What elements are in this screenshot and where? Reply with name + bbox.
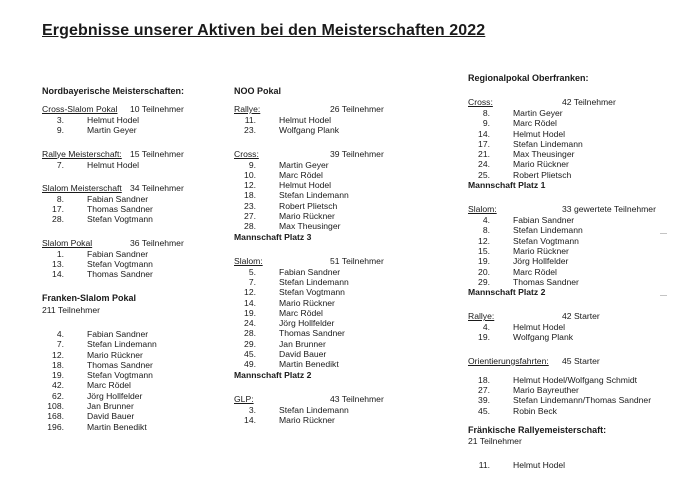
- result-position: 3.: [248, 404, 256, 415]
- noo-cross-results: [234, 160, 434, 232]
- result-row: [468, 267, 683, 277]
- result-name: Thomas Sandner: [279, 328, 345, 339]
- result-row: [42, 401, 232, 411]
- result-row: [468, 277, 683, 287]
- result-name: Martin Geyer: [87, 125, 137, 136]
- result-name: Mario Rückner: [279, 297, 335, 308]
- scan-mark: —: [660, 230, 667, 237]
- slalom-meister-count: 34 Teilnehmer: [130, 182, 184, 193]
- cross-slalom-label: Cross-Slalom Pokal: [42, 104, 118, 114]
- result-name: Mario Rückner: [279, 414, 335, 425]
- result-name: Martin Benedikt: [279, 359, 339, 370]
- result-position: 14.: [52, 269, 64, 280]
- reg-slalom-team: Mannschaft Platz 2: [468, 287, 546, 298]
- result-row: [234, 318, 434, 328]
- result-name: Thomas Sandner: [87, 269, 153, 280]
- result-position: 18.: [478, 374, 490, 385]
- franken-count: 211 Teilnehmer: [42, 305, 100, 315]
- result-row: [234, 125, 434, 135]
- result-name: Martin Geyer: [279, 159, 329, 170]
- result-position: 8.: [482, 108, 490, 118]
- result-name: David Bauer: [279, 349, 327, 360]
- result-name: Fabian Sandner: [87, 193, 149, 204]
- result-row: [468, 460, 683, 470]
- result-position: 24.: [244, 318, 256, 329]
- result-name: Stefan Lindemann: [513, 225, 583, 236]
- noo-cross-label: Cross:: [234, 148, 259, 159]
- result-position: 17.: [52, 204, 64, 215]
- reg-cross-count: 42 Teilnehmer: [562, 97, 616, 107]
- result-name: Jörg Hollfelder: [513, 256, 569, 267]
- result-name: Fabian Sandner: [279, 266, 341, 277]
- slalom-meister-label: Slalom Meisterschaft: [42, 182, 122, 193]
- result-name: Martin Benedikt: [87, 421, 147, 432]
- slalom-meister-results: [42, 194, 232, 225]
- result-name: Martin Geyer: [513, 108, 563, 118]
- result-name: Stefan Lindemann: [513, 138, 583, 149]
- result-row: [234, 201, 434, 211]
- noo-rallye-results: [234, 115, 434, 136]
- noo-glp-count: 43 Teilnehmer: [330, 393, 384, 404]
- reg-cross-team: Mannschaft Platz 1: [468, 180, 546, 191]
- result-position: 168.: [47, 411, 64, 422]
- result-row: [234, 339, 434, 349]
- result-row: [468, 215, 683, 225]
- result-row: [468, 118, 683, 128]
- franken-results: [42, 329, 232, 432]
- result-row: [42, 370, 232, 380]
- result-name: Jörg Hollfelder: [279, 318, 335, 329]
- result-name: David Bauer: [87, 411, 135, 422]
- reg-cross-label: Cross:: [468, 97, 493, 107]
- result-position: 12.: [478, 235, 490, 246]
- result-row: [234, 115, 434, 125]
- result-name: Marc Rödel: [279, 169, 323, 180]
- result-position: 7.: [56, 159, 64, 170]
- result-row: [234, 415, 434, 425]
- result-position: 8.: [482, 225, 490, 236]
- result-row: [42, 214, 232, 224]
- result-row: [468, 108, 683, 118]
- result-position: 62.: [52, 390, 64, 401]
- result-name: Stefan Lindemann: [279, 190, 349, 201]
- result-name: Stefan Lindemann: [87, 339, 157, 350]
- noo-slalom-results: [234, 267, 434, 370]
- regional-heading: Regionalpokal Oberfranken:: [468, 73, 589, 83]
- noo-slalom-label: Slalom:: [234, 255, 263, 266]
- result-position: 20.: [478, 266, 490, 277]
- result-position: 24.: [478, 159, 490, 170]
- result-position: 1.: [56, 248, 64, 259]
- result-name: Helmut Hodel: [279, 180, 332, 191]
- result-row: [234, 190, 434, 200]
- result-position: 4.: [56, 329, 64, 339]
- result-position: 15.: [478, 245, 490, 256]
- result-position: 18.: [52, 359, 64, 370]
- result-position: 23.: [244, 125, 256, 136]
- result-position: 196.: [47, 421, 64, 432]
- noo-glp-label: GLP:: [234, 393, 254, 404]
- result-position: 4.: [482, 215, 490, 226]
- slalom-meister-header: [42, 183, 232, 194]
- result-name: Wolfgang Plank: [279, 125, 340, 136]
- cross-slalom-count: 10 Teilnehmer: [130, 104, 184, 114]
- noo-rallye-header: [234, 104, 434, 115]
- result-name: Robert Plietsch: [513, 169, 572, 180]
- result-name: Jörg Hollfelder: [87, 390, 143, 401]
- result-row: [234, 287, 434, 297]
- result-position: 8.: [56, 193, 64, 204]
- result-name: Mario Rückner: [87, 349, 143, 360]
- result-position: 39.: [478, 395, 490, 406]
- result-position: 19.: [244, 307, 256, 318]
- result-row: [234, 170, 434, 180]
- reg-rallye-header: [468, 311, 683, 322]
- result-row: [468, 225, 683, 235]
- reg-orient-count: 45 Starter: [562, 355, 600, 366]
- reg-rallye-count: 42 Starter: [562, 311, 600, 322]
- result-name: Stefan Vogtmann: [513, 235, 579, 246]
- result-position: 28.: [244, 328, 256, 339]
- result-position: 9.: [56, 125, 64, 136]
- result-position: 4.: [482, 322, 490, 333]
- reg-slalom-count: 33 gewertete Teilnehmer: [562, 204, 656, 215]
- result-row: [234, 405, 434, 415]
- result-name: Mario Bayreuther: [513, 385, 579, 396]
- regional-section: [468, 73, 683, 416]
- result-row: [42, 249, 232, 259]
- fraenkische-heading: Fränkische Rallyemeisterschaft:: [468, 425, 607, 435]
- result-position: 3.: [56, 115, 64, 125]
- result-row: [468, 236, 683, 246]
- result-position: 19.: [52, 370, 64, 381]
- result-position: 12.: [244, 180, 256, 191]
- result-name: Marc Rödel: [279, 307, 323, 318]
- result-row: [234, 221, 434, 231]
- slalom-pokal-results: [42, 249, 232, 280]
- result-row: [42, 329, 232, 339]
- result-position: 28.: [52, 214, 64, 225]
- result-row: [42, 380, 232, 390]
- noo-rallye-count: 26 Teilnehmer: [330, 104, 384, 114]
- result-row: [234, 359, 434, 369]
- result-name: Max Theusinger: [279, 221, 341, 232]
- result-row: [468, 385, 683, 395]
- result-position: 29.: [244, 338, 256, 349]
- result-name: Fabian Sandner: [87, 329, 149, 339]
- nb-rallye-header: [42, 149, 232, 160]
- result-name: Helmut Hodel: [279, 115, 332, 125]
- nb-rallye-results: [42, 160, 232, 170]
- result-row: [234, 308, 434, 318]
- result-row: [42, 160, 232, 170]
- cross-slalom-header: [42, 104, 232, 115]
- franken-section: [42, 293, 232, 432]
- franken-heading: Franken-Slalom Pokal: [42, 293, 137, 303]
- result-row: [468, 170, 683, 180]
- result-row: [42, 194, 232, 204]
- result-row: [468, 149, 683, 159]
- result-position: 14.: [244, 414, 256, 425]
- result-position: 11.: [244, 115, 256, 125]
- result-name: Marc Rödel: [87, 380, 131, 391]
- result-name: Stefan Vogtmann: [87, 370, 153, 381]
- result-position: 27.: [244, 211, 256, 222]
- result-name: Fabian Sandner: [513, 215, 575, 226]
- result-row: [234, 349, 434, 359]
- result-row: [468, 406, 683, 416]
- result-position: 11.: [478, 460, 490, 470]
- result-position: 13.: [52, 259, 64, 270]
- result-row: [468, 332, 683, 342]
- result-position: 45.: [244, 349, 256, 360]
- result-position: 17.: [478, 138, 490, 149]
- noo-glp-results: [234, 405, 434, 426]
- noo-rallye-label: Rallye:: [234, 104, 261, 114]
- result-name: Marc Rödel: [513, 266, 557, 277]
- result-name: Wolfgang Plank: [513, 332, 574, 343]
- result-position: 18.: [244, 190, 256, 201]
- result-name: Stefan Lindemann: [279, 404, 349, 415]
- result-position: 25.: [478, 169, 490, 180]
- result-position: 14.: [244, 297, 256, 308]
- result-name: Thomas Sandner: [513, 276, 579, 287]
- result-row: [42, 125, 232, 135]
- result-row: [468, 246, 683, 256]
- result-row: [42, 115, 232, 125]
- result-row: [468, 139, 683, 149]
- result-position: 9.: [248, 159, 256, 170]
- fraenkische-count: 21 Teilnehmer: [468, 436, 522, 446]
- result-name: Mario Rückner: [513, 245, 569, 256]
- result-row: [42, 411, 232, 421]
- reg-orient-header: [468, 356, 683, 367]
- result-row: [468, 322, 683, 332]
- page-title: Ergebnisse unserer Aktiven bei den Meisterschaften 2022: [42, 22, 486, 39]
- slalom-pokal-header: [42, 238, 232, 249]
- result-position: 23.: [244, 200, 256, 211]
- result-position: 19.: [478, 332, 490, 343]
- nordbayerische-heading: Nordbayerische Meisterschaften:: [42, 86, 185, 96]
- result-name: Marc Rödel: [513, 118, 557, 129]
- result-position: 45.: [478, 405, 490, 416]
- result-name: Thomas Sandner: [87, 204, 153, 215]
- result-row: [42, 339, 232, 349]
- result-name: Jan Brunner: [87, 401, 134, 412]
- noo-slalom-header: [234, 256, 434, 267]
- result-position: 12.: [52, 349, 64, 360]
- fraenkische-results: [468, 460, 683, 470]
- result-row: [234, 298, 434, 308]
- result-position: 14.: [478, 128, 490, 139]
- reg-rallye-label: Rallye:: [468, 311, 495, 322]
- noo-heading: NOO Pokal: [234, 86, 282, 96]
- result-row: [234, 328, 434, 338]
- result-row: [42, 269, 232, 279]
- noo-cross-team: Mannschaft Platz 3: [234, 231, 312, 242]
- reg-cross-header: [468, 97, 683, 108]
- scan-mark: —: [660, 292, 667, 299]
- result-name: Helmut Hodel: [87, 115, 140, 125]
- result-row: [234, 180, 434, 190]
- nb-rallye-label: Rallye Meisterschaft:: [42, 148, 122, 159]
- result-name: Helmut Hodel: [513, 128, 566, 139]
- noo-cross-count: 39 Teilnehmer: [330, 148, 384, 159]
- result-position: 28.: [244, 221, 256, 232]
- result-row: [42, 391, 232, 401]
- result-name: Fabian Sandner: [87, 248, 149, 259]
- noo-section: [234, 86, 434, 425]
- result-position: 21.: [478, 149, 490, 160]
- result-position: 29.: [478, 276, 490, 287]
- result-row: [468, 129, 683, 139]
- result-row: [42, 422, 232, 432]
- result-row: [234, 277, 434, 287]
- result-row: [468, 395, 683, 405]
- result-name: Thomas Sandner: [87, 359, 153, 370]
- result-row: [42, 350, 232, 360]
- result-position: 19.: [478, 256, 490, 267]
- result-row: [42, 360, 232, 370]
- result-row: [468, 256, 683, 266]
- result-position: 108.: [47, 401, 64, 412]
- result-name: Helmut Hodel/Wolfgang Schmidt: [513, 374, 638, 385]
- result-name: Stefan Vogtmann: [87, 259, 153, 270]
- noo-cross-header: [234, 149, 434, 160]
- result-position: 7.: [248, 276, 256, 287]
- result-row: [468, 375, 683, 385]
- noo-slalom-team: Mannschaft Platz 2: [234, 369, 312, 380]
- fraenkische-section: [468, 425, 683, 470]
- result-name: Mario Rückner: [279, 211, 335, 222]
- nb-rallye-count: 15 Teilnehmer: [130, 148, 184, 159]
- result-position: 9.: [482, 118, 490, 129]
- result-row: [234, 211, 434, 221]
- cross-slalom-results: [42, 115, 232, 136]
- result-row: [234, 160, 434, 170]
- result-position: 5.: [248, 266, 256, 277]
- reg-cross-results: [468, 108, 683, 180]
- reg-slalom-results: [468, 215, 683, 287]
- slalom-pokal-count: 36 Teilnehmer: [130, 237, 184, 248]
- result-row: [234, 267, 434, 277]
- noo-glp-header: [234, 394, 434, 405]
- result-position: 10.: [244, 169, 256, 180]
- result-name: Helmut Hodel: [87, 159, 140, 170]
- result-position: 27.: [478, 385, 490, 396]
- result-row: [42, 259, 232, 269]
- result-name: Stefan Lindemann: [279, 276, 349, 287]
- result-position: 42.: [52, 380, 64, 391]
- result-name: Stefan Vogtmann: [87, 214, 153, 225]
- result-position: 7.: [56, 339, 64, 350]
- result-name: Max Theusinger: [513, 149, 575, 160]
- noo-slalom-count: 51 Teilnehmer: [330, 255, 384, 266]
- result-name: Stefan Lindemann/Thomas Sandner: [513, 395, 652, 406]
- result-row: [42, 204, 232, 214]
- result-name: Robert Plietsch: [279, 200, 338, 211]
- result-name: Stefan Vogtmann: [279, 287, 345, 298]
- slalom-pokal-label: Slalom Pokal: [42, 237, 93, 248]
- result-row: [468, 159, 683, 169]
- result-position: 49.: [244, 359, 256, 370]
- result-name: Helmut Hodel: [513, 322, 566, 333]
- result-name: Robin Beck: [513, 405, 557, 416]
- result-name: Mario Rückner: [513, 159, 569, 170]
- reg-slalom-header: [468, 204, 683, 215]
- result-position: 12.: [244, 287, 256, 298]
- result-name: Jan Brunner: [279, 338, 326, 349]
- reg-rallye-results: [468, 322, 683, 343]
- reg-orient-results: [468, 375, 683, 416]
- nordbayerische-section: [42, 86, 232, 280]
- reg-orient-label: Orientierungsfahrten:: [468, 355, 549, 366]
- reg-slalom-label: Slalom:: [468, 204, 497, 215]
- result-name: Helmut Hodel: [513, 460, 566, 470]
